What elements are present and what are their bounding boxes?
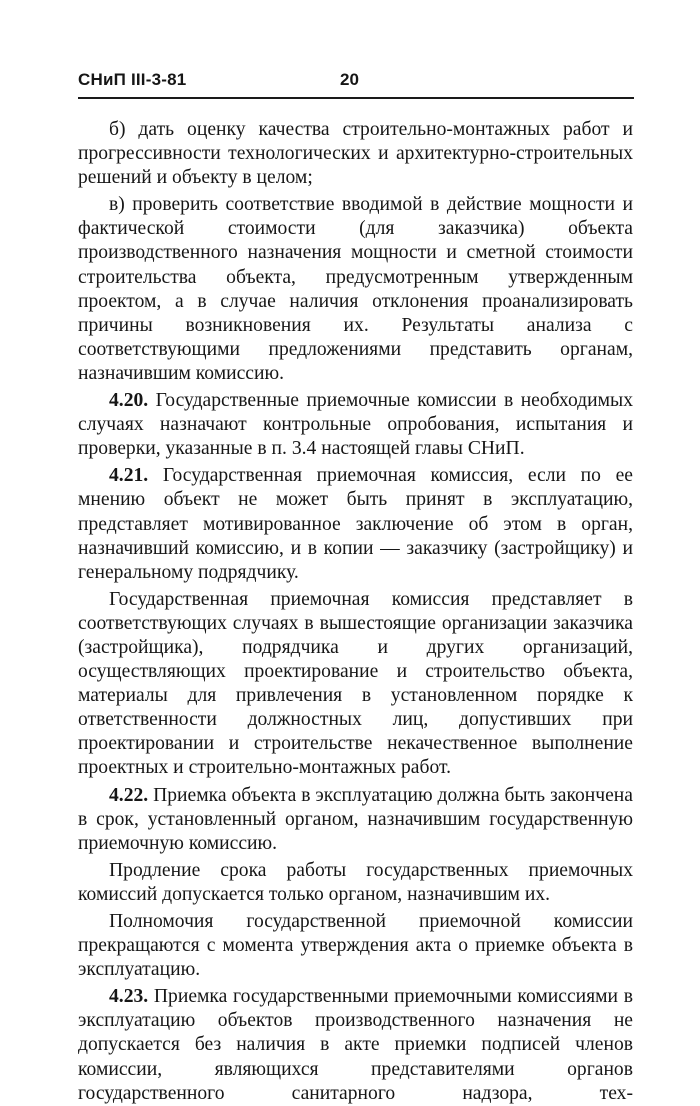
paragraph-text: Полномочия государственной приемочной комиссии прекращаются с момента утверждения акта о приемке объекта в эксплуатацию.	[78, 911, 633, 981]
paragraph-text: Продление срока работы государственных приемочных комиссий допускается только органом, назначившим их.	[78, 859, 633, 905]
header-rule	[78, 97, 634, 99]
paragraph-text: в) проверить соответствие вводимой в действие мощности и фактической стоимости (для заказчика) объекта производственного назначения мощности и сметной стоимости строительства объекта, предусмотренным утвержденным проектом, а в случае наличия отклонения проанализировать причины возникновения их. Результаты анализа с соответствующими предложениями представить органам, назначившим комиссию.	[78, 194, 633, 384]
paragraph-commission-materials	[78, 588, 633, 781]
paragraph-text: Государственная приемочная комиссия, если по ее мнению объект не может быть принят в эксплуатацию, представляет мотивированное заключение об этом в орган, назначивший комиссию, и в копии — заказчику (застройщику) и генеральному подрядчику.	[78, 465, 633, 583]
paragraph-powers-termination	[78, 910, 633, 982]
paragraph-text: Государственная приемочная комиссия представляет в соответствующих случаях в вышестоящие организации заказчика (застройщика), подрядчика и других организаций, осуществляющих проектирование и строительство объекта, материалы для привлечения в установленном порядке к ответственности должностных лиц, допустивших при проектировании и строительстве некачественное выполнение проектных и строительно-монтажных работ.	[78, 588, 633, 779]
clause-number: 4.22.	[109, 784, 149, 806]
page-number: 20	[340, 70, 359, 89]
document-body	[78, 118, 633, 1106]
paragraph-text: б) дать оценку качества строительно-монтажных работ и прогрессивности технологических и архитектурно-строительных решений и объекту в целом;	[78, 119, 633, 189]
clause-4-22	[78, 784, 633, 856]
page-header	[78, 70, 634, 96]
paragraph-text: Приемка государственными приемочными комиссиями в эксплуатацию объектов производственного назначения не допускается без наличия в акте приемки подписей членов комиссии, являющихся представителями органов государственного санитарного надзора, тех-	[78, 986, 633, 1104]
document-code: СНиП III-3-81	[78, 70, 187, 89]
paragraph-term-extension	[78, 859, 633, 907]
clause-4-20	[78, 389, 633, 461]
clause-number: 4.23.	[109, 986, 149, 1008]
paragraph-text: Приемка объекта в эксплуатацию должна быть закончена в срок, установленный органом, назначившим государственную приемочную комиссию.	[78, 784, 633, 854]
clause-4-21	[78, 464, 633, 584]
clause-4-23	[78, 985, 633, 1105]
paragraph-v	[78, 193, 633, 386]
paragraph-b	[78, 118, 633, 190]
paragraph-text: Государственные приемочные комиссии в необходимых случаях назначают контрольные опробования, испытания и проверки, указанные в п. 3.4 настоящей главы СНиП.	[78, 390, 633, 460]
clause-number: 4.21.	[109, 465, 149, 487]
clause-number: 4.20.	[109, 390, 149, 412]
